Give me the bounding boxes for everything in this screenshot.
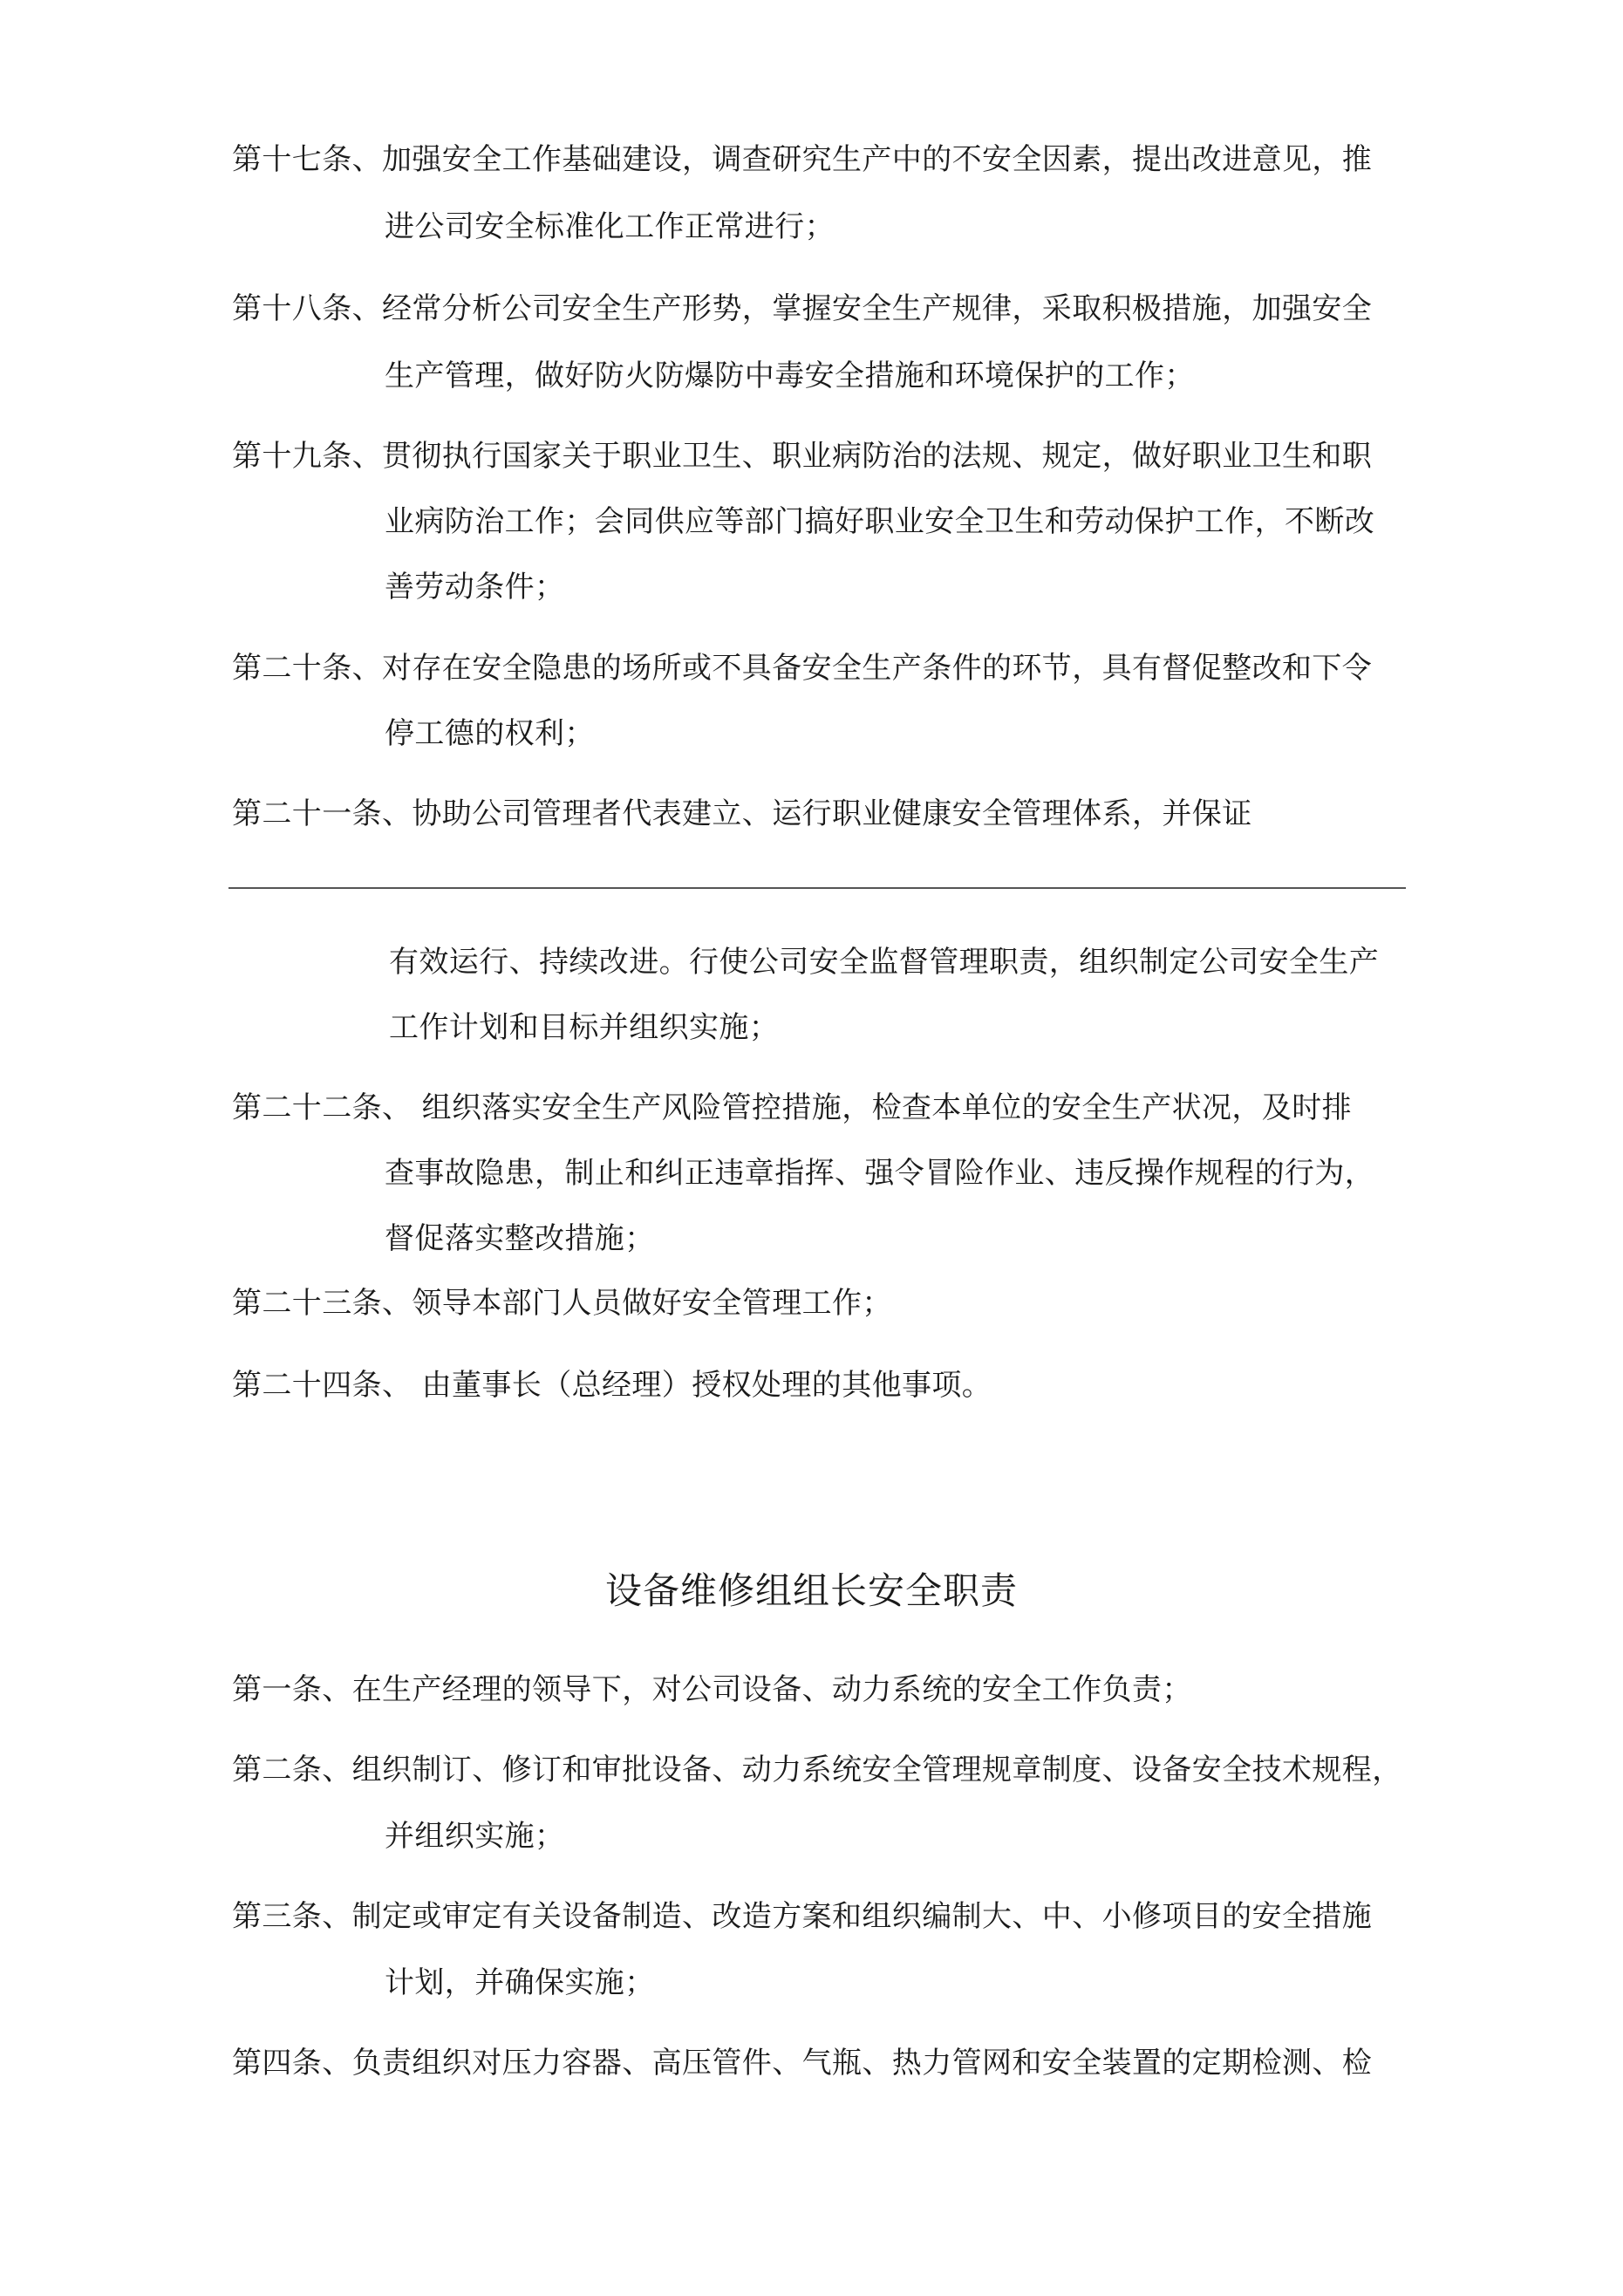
article-23-line-1: 第二十三条、领导本部门人员做好安全管理工作； [232,1286,892,1321]
item-3-line-2: 计划，并确保实施； [385,1965,655,2000]
article-17-line-1: 第十七条、加强安全工作基础建设，调查研究生产中的不安全因素，提出改进意见，推 [232,142,1373,177]
section-title: 设备维修组组长安全职责 [604,1569,1018,1612]
article-19-line-1: 第十九条、贯彻执行国家关于职业卫生、职业病防治的法规、规定，做好职业卫生和职 [232,439,1373,474]
article-21-cont-line-2: 工作计划和目标并组织实施； [389,1010,780,1045]
article-24-line-1: 第二十四条、 由董事长（总经理）授权处理的其他事项。 [232,1368,992,1403]
item-3-line-1: 第三条、制定或审定有关设备制造、改造方案和组织编制大、中、小修项目的安全措施 [232,1899,1373,1934]
article-20-line-1: 第二十条、对存在安全隐患的场所或不具备安全生产条件的环节，具有督促整改和下令 [232,651,1373,686]
article-21-cont-line-1: 有效运行、持续改进。行使公司安全监督管理职责，组织制定公司安全生产 [389,945,1380,980]
article-19-line-3: 善劳动条件； [385,570,565,605]
article-22-line-1: 第二十二条、 组织落实安全生产风险管控措施，检查本单位的安全生产状况，及时排 [232,1090,1353,1125]
article-22-line-2: 查事故隐患，制止和纠正违章指挥、强令冒险作业、违反操作规程的行为， [385,1156,1375,1191]
item-1-line-1: 第一条、在生产经理的领导下，对公司设备、动力系统的安全工作负责； [232,1672,1192,1707]
article-18-line-2: 生产管理，做好防火防爆防中毒安全措施和环境保护的工作； [385,359,1195,393]
article-17-line-2: 进公司安全标准化工作正常进行； [385,209,835,244]
article-18-line-1: 第十八条、经常分析公司安全生产形势，掌握安全生产规律，采取积极措施，加强安全 [232,291,1373,326]
page-break-divider [228,887,1406,889]
item-4-line-1: 第四条、负责组织对压力容器、高压管件、气瓶、热力管网和安全装置的定期检测、检 [232,2046,1373,2081]
item-2-line-2: 并组织实施； [385,1819,565,1854]
article-22-line-3: 督促落实整改措施； [385,1221,655,1256]
article-20-line-2: 停工德的权利； [385,716,595,751]
item-2-line-1: 第二条、组织制订、修订和审批设备、动力系统安全管理规章制度、设备安全技术规程， [232,1753,1402,1787]
article-21-line-1: 第二十一条、协助公司管理者代表建立、运行职业健康安全管理体系，并保证 [232,796,1252,831]
article-19-line-2: 业病防治工作；会同供应等部门搞好职业安全卫生和劳动保护工作，不断改 [385,504,1375,539]
